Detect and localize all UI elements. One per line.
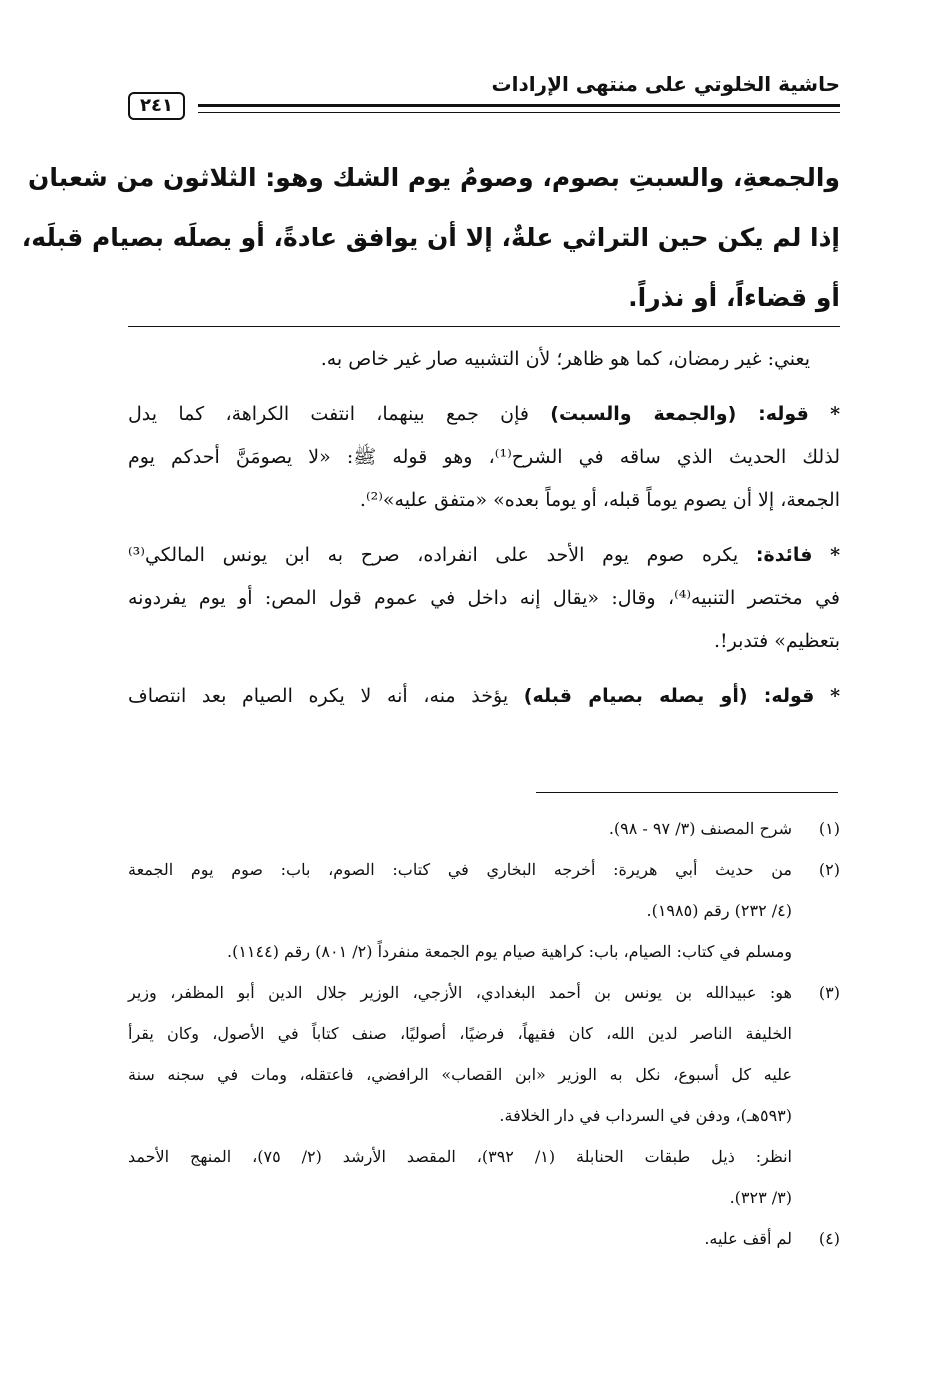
commentary-line: بتعظيم» فتدبر!. bbox=[713, 630, 840, 652]
footnote bbox=[128, 1218, 840, 1259]
matn-text bbox=[21, 148, 840, 328]
benefit-lead: فائدة: bbox=[755, 544, 813, 566]
commentary-text-run: يكره صوم يوم الأحد على انفراده، صرح به ابن يونس المالكي⁽³⁾ bbox=[128, 544, 739, 566]
footnote-line: (٣/ ٣٢٣). bbox=[729, 1188, 792, 1207]
commentary-text bbox=[128, 338, 840, 718]
footnote-number bbox=[792, 1136, 840, 1218]
asterisk-marker: * bbox=[830, 403, 841, 425]
page-header bbox=[128, 72, 840, 128]
footnote bbox=[128, 931, 840, 972]
footnote-line: عليه كل أسبوع، نكل به الوزير «ابن القصاب» الرافضي، فاعتقله، ومات في سجنه سنة bbox=[128, 1065, 792, 1084]
asterisk-marker: * bbox=[830, 544, 840, 566]
commentary-line: يعني: غير رمضان، كما هو ظاهر؛ لأن التشبيه صار غير خاص به. bbox=[320, 348, 810, 370]
quote-lead: قوله: (أو يصله بصيام قبله) bbox=[523, 685, 815, 707]
footnote-line: من حديث أبي هريرة: أخرجه البخاري في كتاب: الصوم، باب: صوم يوم الجمعة bbox=[128, 860, 792, 879]
footnote-line: انظر: ذيل طبقات الحنابلة (١/ ٣٩٢)، المقصد الأرشد (٢/ ٧٥)، المنهج الأحمد bbox=[128, 1147, 793, 1166]
matn-line: والجمعةِ، والسبتِ بصوم، وصومُ يوم الشك وهو: الثلاثون من شعبان bbox=[28, 163, 840, 192]
footnote bbox=[128, 972, 840, 1136]
footnote-line: شرح المصنف (٣/ ٩٧ - ٩٨). bbox=[608, 819, 792, 838]
footnote-rule bbox=[536, 792, 838, 793]
commentary-line: في مختصر التنبيه⁽⁴⁾، وقال: «يقال إنه داخل في عموم قول المص: أو يوم يفردونه bbox=[128, 587, 840, 609]
quote-lead: قوله: (والجمعة والسبت) bbox=[550, 403, 809, 425]
page-number: ٢٤١ bbox=[128, 92, 185, 120]
commentary-line: لذلك الحديث الذي ساقه في الشرح⁽¹⁾، وهو قوله ﷺ: «لا يصومَنَّ أحدكم يوم bbox=[128, 446, 840, 468]
commentary-line: الجمعة، إلا أن يصوم يوماً قبله، أو يوماً بعده» «متفق عليه»⁽²⁾. bbox=[359, 489, 840, 511]
footnotes bbox=[128, 808, 840, 1259]
running-title: حاشية الخلوتي على منتهى الإرادات bbox=[491, 72, 840, 96]
matn-line: إذا لم يكن حين التراثي علةٌ، إلا أن يوافق عادةً، أو يصلَه بصيام قبلَه، bbox=[21, 223, 840, 252]
footnote-line: لم أقف عليه. bbox=[704, 1229, 792, 1248]
footnote-line: (٥٩٣هـ)، ودفن في السرداب في دار الخلافة. bbox=[499, 1106, 792, 1125]
footnote bbox=[128, 808, 840, 849]
commentary-line bbox=[128, 393, 840, 436]
asterisk-marker: * bbox=[830, 685, 841, 707]
commentary-text-run: فإن جمع بينهما، انتفت الكراهة، كما يدل bbox=[128, 403, 529, 425]
footnote-number: (٢) bbox=[818, 860, 840, 879]
commentary-text-run: يؤخذ منه، أنه لا يكره الصيام بعد انتصاف bbox=[128, 685, 509, 707]
matn-separator bbox=[128, 326, 840, 327]
footnote bbox=[128, 849, 840, 931]
header-double-rule bbox=[198, 104, 840, 113]
footnote-number: (٤) bbox=[818, 1229, 840, 1248]
commentary-line bbox=[128, 534, 840, 577]
footnote-number: (١) bbox=[818, 819, 840, 838]
footnote-line: الخليفة الناصر لدين الله، كان فقيهاً، فرضيًا، أصوليًا، صنف كتاباً في الأصول، وكان يقرأ bbox=[128, 1024, 792, 1043]
footnote-line: (٤/ ٢٣٢) رقم (١٩٨٥). bbox=[646, 901, 792, 920]
footnote-line: ومسلم في كتاب: الصيام، باب: كراهية صيام يوم الجمعة منفرداً (٢/ ٨٠١) رقم (١١٤٤). bbox=[226, 942, 792, 961]
footnote-line: هو: عبيدالله بن يونس بن أحمد البغدادي، الأزجي، الوزير جلال الدين أبو المظفر، وزير bbox=[128, 983, 792, 1002]
matn-line: أو قضاءاً، أو نذراً. bbox=[628, 283, 840, 312]
commentary-line bbox=[128, 675, 840, 718]
footnote-number: (٣) bbox=[818, 983, 840, 1002]
footnote bbox=[128, 1136, 840, 1218]
footnote-number bbox=[792, 931, 840, 972]
